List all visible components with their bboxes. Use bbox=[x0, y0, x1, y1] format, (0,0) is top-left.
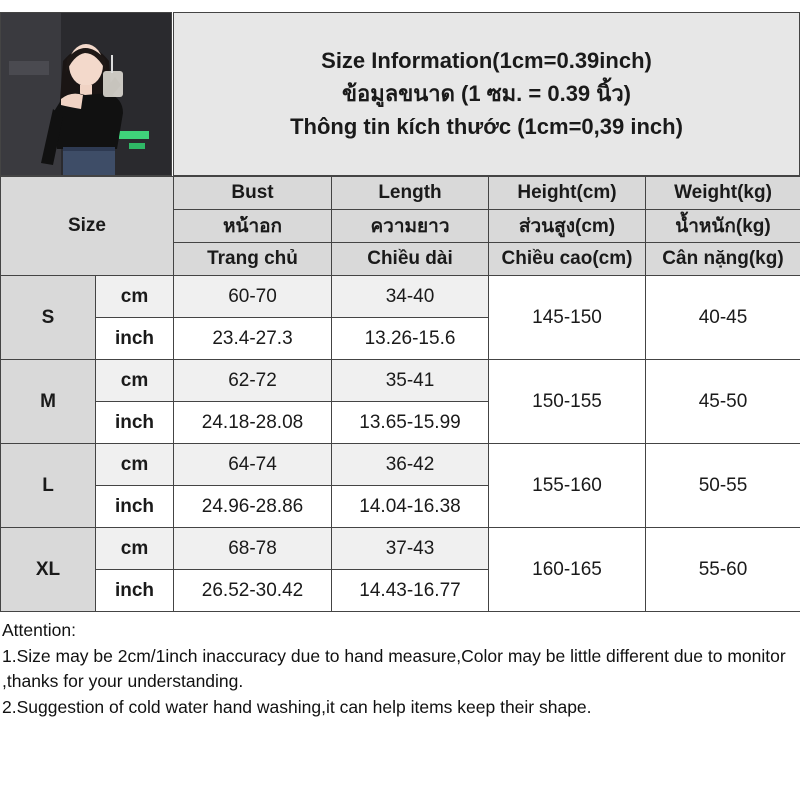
product-photo bbox=[0, 12, 172, 176]
unit-inch: inch bbox=[96, 486, 174, 528]
length-header-th: ความยาว bbox=[332, 210, 489, 243]
bust-inch-value: 26.52-30.42 bbox=[174, 570, 332, 612]
header-row bbox=[1, 177, 800, 210]
length-cm-value: 37-43 bbox=[332, 528, 489, 570]
size-chart-table bbox=[0, 176, 800, 612]
size-label: XL bbox=[1, 528, 96, 612]
bust-cm-value: 60-70 bbox=[174, 276, 332, 318]
unit-cm: cm bbox=[96, 360, 174, 402]
weight-value: 55-60 bbox=[646, 528, 800, 612]
note-washing: 2.Suggestion of cold water hand washing,it can help items keep their shape. bbox=[2, 696, 592, 717]
table-row bbox=[1, 528, 800, 570]
title-thai: ข้อมูลขนาด (1 ซม. = 0.39 นิ้ว) bbox=[341, 81, 631, 106]
bust-inch-value: 24.96-28.86 bbox=[174, 486, 332, 528]
length-inch-value: 14.43-16.77 bbox=[332, 570, 489, 612]
size-label: S bbox=[1, 276, 96, 360]
bust-inch-value: 23.4-27.3 bbox=[174, 318, 332, 360]
weight-header-en: Weight(kg) bbox=[646, 177, 800, 210]
bust-header-th: หน้าอก bbox=[174, 210, 332, 243]
length-inch-value: 13.26-15.6 bbox=[332, 318, 489, 360]
model-photo-illustration bbox=[1, 13, 172, 176]
weight-value: 50-55 bbox=[646, 444, 800, 528]
height-value: 155-160 bbox=[489, 444, 646, 528]
header-block bbox=[0, 12, 800, 176]
length-header-vi: Chiều dài bbox=[332, 243, 489, 276]
length-inch-value: 13.65-15.99 bbox=[332, 402, 489, 444]
height-header-th: ส่วนสูง(cm) bbox=[489, 210, 646, 243]
length-cm-value: 34-40 bbox=[332, 276, 489, 318]
table-row bbox=[1, 276, 800, 318]
note-measurement: 1.Size may be 2cm/1inch inaccuracy due to hand measure,Color may be little different due to monitor ,thanks for your understanding. bbox=[2, 645, 786, 691]
weight-value: 40-45 bbox=[646, 276, 800, 360]
length-inch-value: 14.04-16.38 bbox=[332, 486, 489, 528]
height-value: 160-165 bbox=[489, 528, 646, 612]
bust-header-en: Bust bbox=[174, 177, 332, 210]
unit-cm: cm bbox=[96, 276, 174, 318]
title-vietnamese: Thông tin kích thước (1cm=0,39 inch) bbox=[290, 114, 683, 139]
bust-cm-value: 62-72 bbox=[174, 360, 332, 402]
weight-header-vi: Cân nặng(kg) bbox=[646, 243, 800, 276]
length-cm-value: 35-41 bbox=[332, 360, 489, 402]
weight-header-th: น้ำหนัก(kg) bbox=[646, 210, 800, 243]
height-header-vi: Chiều cao(cm) bbox=[489, 243, 646, 276]
length-cm-value: 36-42 bbox=[332, 444, 489, 486]
height-value: 150-155 bbox=[489, 360, 646, 444]
unit-inch: inch bbox=[96, 318, 174, 360]
height-header-en: Height(cm) bbox=[489, 177, 646, 210]
size-info-title bbox=[173, 12, 800, 176]
unit-cm: cm bbox=[96, 528, 174, 570]
notes-heading: Attention: bbox=[2, 620, 76, 640]
table-row bbox=[1, 360, 800, 402]
size-label: M bbox=[1, 360, 96, 444]
bust-cm-value: 64-74 bbox=[174, 444, 332, 486]
weight-value: 45-50 bbox=[646, 360, 800, 444]
table-row bbox=[1, 444, 800, 486]
unit-inch: inch bbox=[96, 402, 174, 444]
title-english: Size Information(1cm=0.39inch) bbox=[321, 48, 652, 73]
length-header-en: Length bbox=[332, 177, 489, 210]
bust-inch-value: 24.18-28.08 bbox=[174, 402, 332, 444]
bust-cm-value: 68-78 bbox=[174, 528, 332, 570]
size-column-header: Size bbox=[1, 177, 174, 276]
size-label: L bbox=[1, 444, 96, 528]
unit-cm: cm bbox=[96, 444, 174, 486]
bust-header-vi: Trang chủ bbox=[174, 243, 332, 276]
attention-notes bbox=[2, 618, 798, 720]
unit-inch: inch bbox=[96, 570, 174, 612]
height-value: 145-150 bbox=[489, 276, 646, 360]
